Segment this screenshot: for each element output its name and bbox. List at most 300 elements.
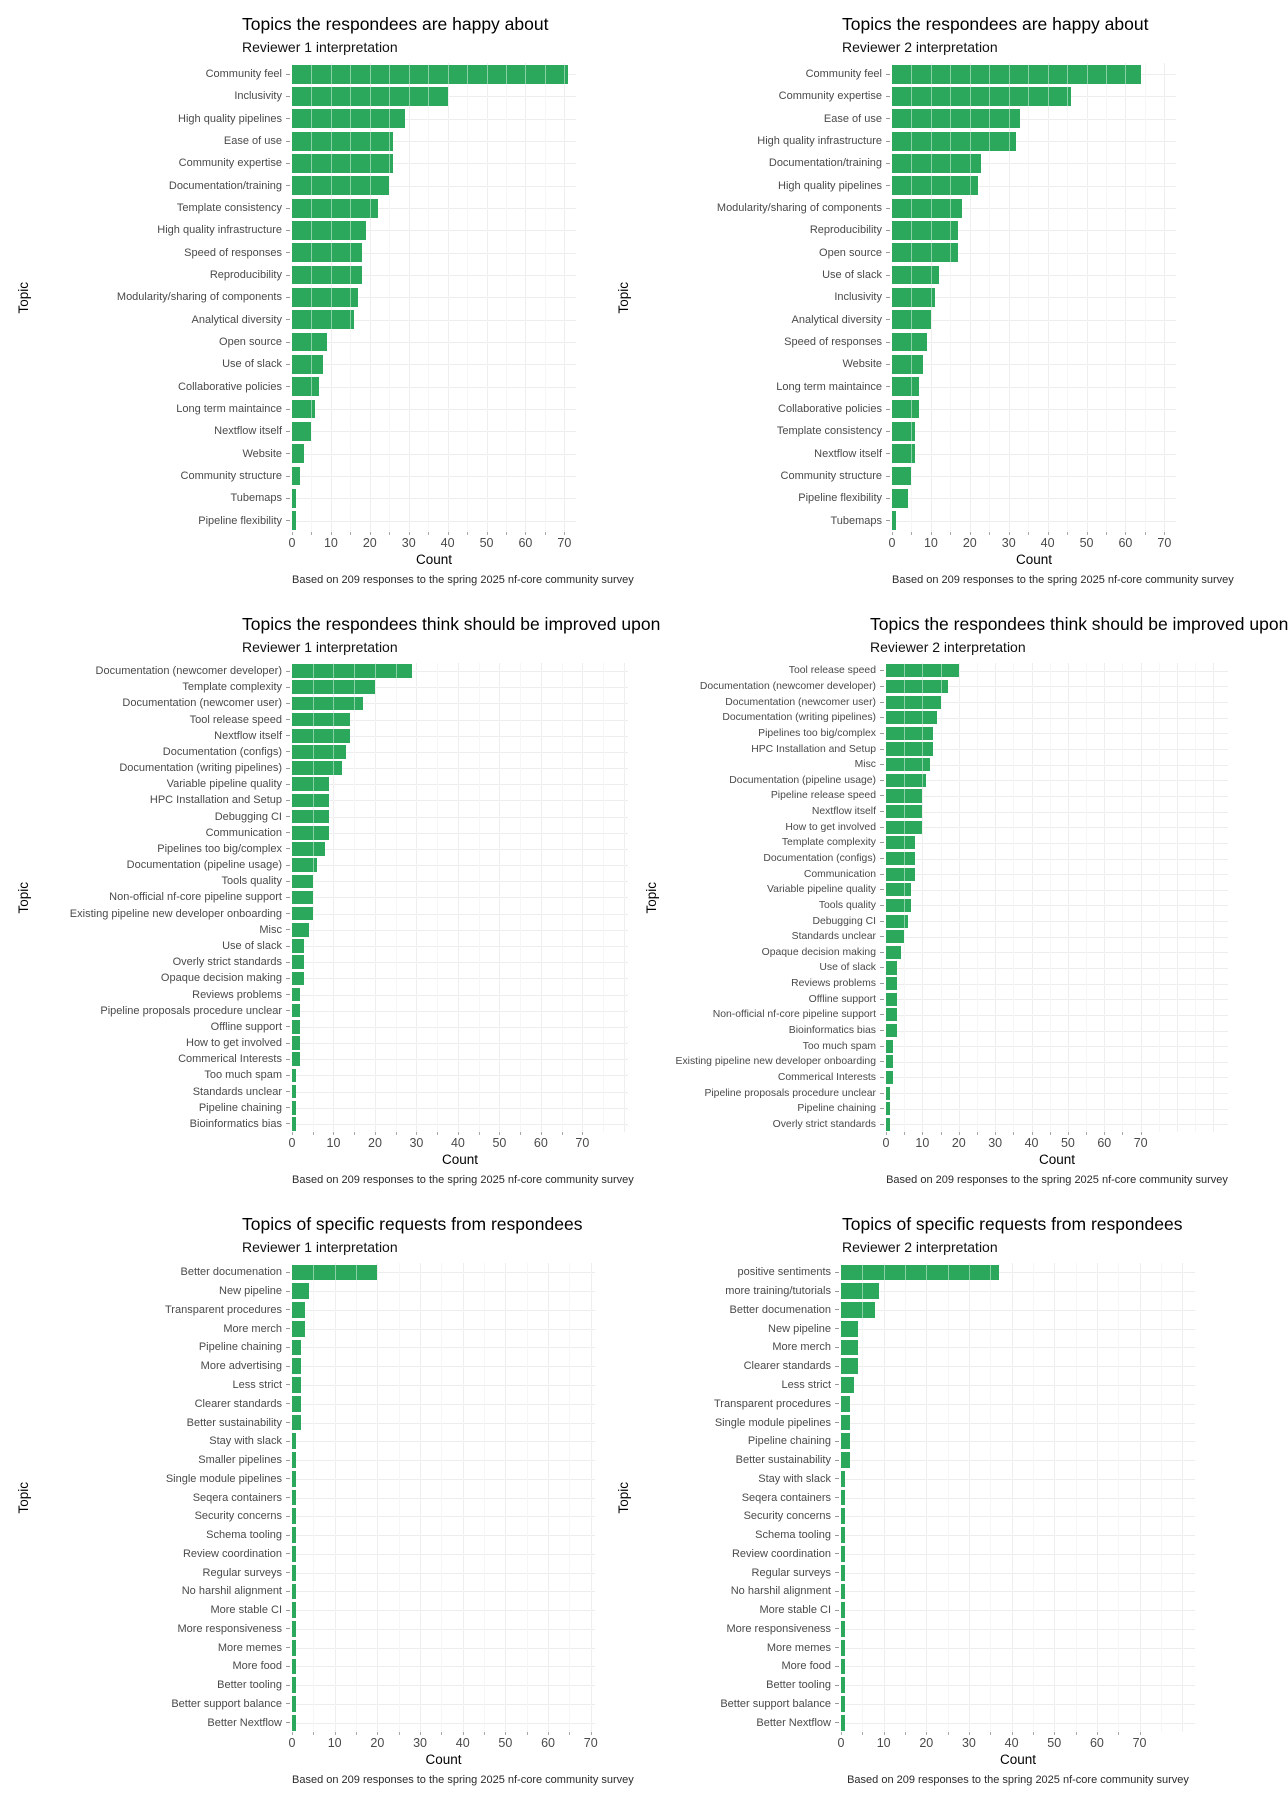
y-axis-label: Pipeline chaining: [747, 1435, 831, 1448]
y-axis-label: Template complexity: [182, 681, 282, 694]
chart-subtitle: Reviewer 2 interpretation: [842, 1239, 998, 1255]
bar-row: [292, 510, 576, 532]
bar: [292, 939, 304, 953]
x-tick: [1125, 532, 1126, 535]
y-axis-label: Non-official nf-core pipeline support: [712, 1009, 876, 1021]
y-axis-label-row: [36, 825, 290, 841]
x-tick: [926, 1732, 927, 1735]
y-tick: [286, 1291, 290, 1292]
gridline-overlay: [569, 1263, 570, 1732]
gridline-overlay: [396, 663, 397, 1132]
row-gridline: [892, 409, 1176, 410]
y-tick: [286, 1328, 290, 1329]
bar-row: [292, 986, 628, 1002]
chart-body: [610, 1263, 1195, 1792]
row-gridline: [292, 1573, 595, 1574]
row-gridline: [292, 784, 628, 785]
row-gridline: [841, 1591, 1195, 1592]
bar-row: [841, 1488, 1195, 1507]
x-tick: [292, 532, 293, 535]
x-axis-tick-label: 30: [401, 536, 416, 550]
y-tick: [286, 1422, 290, 1423]
y-axis-label-row: [636, 331, 890, 353]
y-tick: [886, 208, 890, 209]
bar: [292, 697, 363, 711]
chart-5: [0, 1200, 634, 1800]
row-gridline: [292, 431, 576, 432]
gridline-overlay: [1012, 1263, 1013, 1732]
row-gridline: [292, 409, 576, 410]
y-tick: [835, 1441, 839, 1442]
bar: [886, 899, 911, 912]
y-axis-label-row: [636, 487, 890, 509]
gridline-overlay: [428, 63, 429, 532]
bar: [892, 199, 962, 218]
bar-row: [292, 663, 628, 679]
y-axis-label: Too much spam: [802, 1040, 876, 1052]
y-tick: [886, 476, 890, 477]
bar-row: [892, 108, 1176, 130]
y-axis-label: Community feel: [805, 68, 882, 81]
x-axis-tick-label: 40: [1004, 1736, 1019, 1750]
bar-row: [841, 1338, 1195, 1357]
gridline-overlay: [370, 63, 371, 532]
row-gridline: [841, 1291, 1195, 1292]
y-axis-label: Variable pipeline quality: [166, 778, 282, 791]
row-gridline: [292, 1347, 595, 1348]
y-axis-label-row: [636, 1695, 839, 1714]
bar-row: [292, 85, 576, 107]
bar-row: [841, 1282, 1195, 1301]
y-axis-label: Use of slack: [222, 940, 282, 952]
y-axis-label-row: [36, 1676, 290, 1695]
row-gridline: [292, 930, 628, 931]
bar: [292, 923, 309, 937]
y-axis-label-row: [636, 1376, 839, 1395]
bar: [886, 1118, 890, 1131]
y-axis-label: Seqera containers: [192, 1491, 282, 1504]
bar: [886, 696, 941, 709]
y-axis-label-row: [36, 1019, 290, 1035]
x-axis-title: Count: [1038, 1152, 1076, 1167]
row-gridline: [292, 881, 628, 882]
gridline-overlay: [950, 63, 951, 532]
y-axis-label: Stay with slack: [758, 1472, 831, 1485]
x-axis: [288, 532, 576, 552]
gridline-overlay: [1141, 663, 1142, 1132]
chart-body: [10, 63, 634, 592]
y-tick: [286, 319, 290, 320]
y-axis-label-row: [636, 1319, 839, 1338]
y-axis-label: More responsiveness: [726, 1622, 831, 1635]
bar: [841, 1696, 845, 1712]
y-axis-label: Documentation (writing pipelines): [119, 762, 282, 775]
x-tick: [1012, 1732, 1013, 1735]
x-axis-tick-label: 50: [492, 1136, 507, 1150]
y-tick: [286, 800, 290, 801]
y-axis-label-row: [664, 1054, 884, 1070]
y-tick: [835, 1703, 839, 1704]
bar-row: [841, 1394, 1195, 1413]
y-tick: [880, 670, 884, 671]
y-axis-label-row: [36, 63, 290, 85]
gridline-overlay: [959, 663, 960, 1132]
y-axis-label-row: [636, 353, 890, 375]
x-tick: [1009, 532, 1010, 535]
y-axis-label: Clearer standards: [194, 1397, 282, 1410]
bar: [841, 1527, 845, 1543]
y-tick: [286, 520, 290, 521]
y-axis-label-row: [664, 819, 884, 835]
bar-row: [841, 1563, 1195, 1582]
y-tick: [286, 687, 290, 688]
bar-row: [292, 1263, 595, 1282]
y-axis-label-row: [664, 1101, 884, 1117]
y-axis-label: Bioinformatics bias: [189, 1117, 282, 1130]
chart-caption-text: Based on 209 responses to the spring 2025 nf-core community survey: [886, 1174, 1228, 1186]
y-tick: [286, 364, 290, 365]
bar-row: [292, 63, 576, 85]
y-axis-label: Schema tooling: [755, 1529, 831, 1542]
y-axis-label: Collaborative policies: [778, 403, 882, 416]
bar-row: [841, 1695, 1195, 1714]
y-axis-label: Tools quality: [818, 899, 876, 911]
gridline-overlay: [1033, 1263, 1034, 1732]
y-axis-label-row: [36, 906, 290, 922]
x-tick: [969, 1732, 970, 1735]
y-tick: [286, 816, 290, 817]
x-axis-tick-label: 10: [323, 536, 338, 550]
bar-row: [292, 1620, 595, 1639]
row-gridline: [292, 1591, 595, 1592]
bar: [292, 1471, 296, 1487]
bar: [292, 489, 296, 508]
x-tick: [884, 1732, 885, 1735]
bar-row: [292, 1394, 595, 1413]
gridline-overlay: [1076, 1263, 1077, 1732]
bar-row: [292, 792, 628, 808]
y-axis-label-row: [636, 264, 890, 286]
y-axis-label-row: [664, 1023, 884, 1039]
y-tick: [835, 1478, 839, 1479]
x-tick: [311, 532, 312, 535]
gridline-overlay: [1067, 63, 1068, 532]
y-tick: [286, 1075, 290, 1076]
x-tick: [375, 1132, 376, 1135]
bar-row: [292, 712, 628, 728]
chart-caption: [292, 1774, 634, 1792]
bar-rows: [841, 1263, 1195, 1732]
y-axis-label-row: [664, 788, 884, 804]
y-axis-label-row: [664, 913, 884, 929]
y-axis-label-row: [636, 309, 890, 331]
row-gridline: [292, 849, 628, 850]
y-axis-label-row: [36, 353, 290, 375]
gridline-overlay: [1118, 1263, 1119, 1732]
y-axis-label-row: [36, 873, 290, 889]
bar: [292, 467, 300, 486]
y-axis-label-row: [636, 1451, 839, 1470]
x-tick: [484, 1732, 485, 1735]
x-tick: [1068, 1132, 1069, 1135]
chart-1: [0, 0, 634, 600]
x-axis-tick-label: 20: [368, 1136, 382, 1150]
row-gridline: [841, 1704, 1195, 1705]
gridline-overlay: [989, 63, 990, 532]
y-axis-label: Opaque decision making: [160, 972, 282, 985]
gridline-overlay: [603, 663, 604, 1132]
bar-row: [841, 1526, 1195, 1545]
y-axis-label-row: [36, 1695, 290, 1714]
y-axis-label: More food: [232, 1660, 282, 1673]
gridline-overlay: [354, 663, 355, 1132]
x-tick: [370, 532, 371, 535]
x-axis-tick-label: 60: [541, 1736, 555, 1750]
y-axis-label: Community feel: [205, 68, 282, 81]
bar: [892, 176, 978, 195]
y-axis-label-row: [36, 1100, 290, 1116]
y-axis-label-row: [36, 1507, 290, 1526]
y-axis-label: Tools quality: [221, 875, 282, 888]
y-tick: [286, 1403, 290, 1404]
row-gridline: [292, 1124, 628, 1125]
gridline-overlay: [335, 1263, 336, 1732]
bar-row: [292, 760, 628, 776]
row-gridline: [841, 1460, 1195, 1461]
bar: [292, 355, 323, 374]
y-axis-label-row: [36, 1083, 290, 1099]
x-axis-title: Count: [415, 552, 453, 567]
row-gridline: [292, 1723, 595, 1724]
y-axis-label-row: [36, 679, 290, 695]
y-tick: [886, 431, 890, 432]
y-axis-label-row: [36, 809, 290, 825]
y-axis-label: Community structure: [780, 470, 882, 483]
gridline-overlay: [995, 663, 996, 1132]
bar-row: [292, 1319, 595, 1338]
x-tick: [1141, 1132, 1142, 1135]
y-axis-label-row: [636, 1657, 839, 1676]
bar: [886, 1024, 897, 1037]
x-tick: [911, 532, 912, 535]
bar: [841, 1302, 875, 1318]
y-axis-label: Modularity/sharing of components: [716, 202, 882, 215]
y-axis-label: Better support balance: [720, 1697, 831, 1710]
y-tick: [886, 163, 890, 164]
bar-row: [841, 1657, 1195, 1676]
y-axis-label-row: [36, 242, 290, 264]
y-axis-label-row: [636, 443, 890, 465]
row-gridline: [841, 1610, 1195, 1611]
chart-caption: [886, 1174, 1228, 1192]
row-gridline: [841, 1347, 1195, 1348]
bar: [841, 1640, 845, 1656]
y-tick: [286, 252, 290, 253]
y-axis-label-row: [36, 776, 290, 792]
bar-row: [292, 1067, 628, 1083]
y-tick: [286, 751, 290, 752]
y-axis-label: Template consistency: [176, 202, 282, 215]
bar: [292, 1340, 301, 1356]
bar: [292, 1621, 296, 1637]
row-gridline: [292, 833, 628, 834]
x-axis-tick-label: 20: [962, 536, 977, 550]
bar: [292, 777, 329, 791]
y-axis-label-row: [36, 938, 290, 954]
y-tick: [880, 749, 884, 750]
y-axis-label-row: [36, 487, 290, 509]
row-gridline: [841, 1685, 1195, 1686]
y-tick: [286, 1703, 290, 1704]
x-tick: [499, 1132, 500, 1135]
y-axis-title-text: Topic: [615, 1481, 631, 1514]
y-axis-title: [10, 63, 36, 532]
chart-subtitle: Reviewer 1 interpretation: [242, 1239, 398, 1255]
y-axis-label-row: [636, 1301, 839, 1320]
x-axis-tick-label: 60: [533, 1136, 548, 1150]
gridline-overlay: [505, 1263, 506, 1732]
y-tick: [286, 881, 290, 882]
bar-rows: [892, 63, 1176, 532]
y-axis-label: Better documenation: [729, 1303, 831, 1316]
y-tick: [880, 858, 884, 859]
y-axis-label-row: [636, 1620, 839, 1639]
y-axis-title-text: Topic: [615, 281, 631, 314]
bar: [841, 1677, 845, 1693]
y-axis-label: Existing pipeline new developer onboarding: [675, 1056, 876, 1068]
y-axis-label-row: [36, 286, 290, 308]
y-tick: [880, 952, 884, 953]
bar-row: [892, 85, 1176, 107]
chart-subtitle: Reviewer 1 interpretation: [242, 39, 398, 55]
bar: [292, 422, 311, 441]
y-tick: [286, 1272, 290, 1273]
y-tick: [880, 686, 884, 687]
row-gridline: [292, 768, 628, 769]
gridline-overlay: [562, 663, 563, 1132]
x-axis: [288, 1132, 628, 1152]
y-axis-label: How to get involved: [186, 1037, 282, 1050]
y-axis-title-text: Topic: [15, 881, 31, 914]
row-gridline: [892, 387, 1176, 388]
y-axis-label-row: [36, 1488, 290, 1507]
x-axis-tick-label: 60: [518, 536, 533, 550]
x-axis-tick-label: 40: [450, 1136, 465, 1150]
gridline-overlay: [1054, 1263, 1055, 1732]
bar-row: [292, 1413, 595, 1432]
bar-row: [292, 744, 628, 760]
row-gridline: [292, 1666, 595, 1667]
x-tick: [1140, 1732, 1141, 1735]
y-tick: [880, 1061, 884, 1062]
row-gridline: [292, 1516, 595, 1517]
gridline-overlay: [1122, 663, 1123, 1132]
row-gridline: [292, 1704, 595, 1705]
gridline-overlay: [389, 63, 390, 532]
y-axis-label-row: [36, 1432, 290, 1451]
y-axis-label-row: [664, 663, 884, 679]
bar: [886, 680, 948, 693]
y-axis-label: More food: [781, 1660, 831, 1673]
gridline-overlay: [313, 1263, 314, 1732]
y-axis-label-row: [664, 726, 884, 742]
y-axis-label-row: [36, 1451, 290, 1470]
plot-area: [610, 63, 1176, 532]
bar: [841, 1452, 850, 1468]
row-gridline: [841, 1498, 1195, 1499]
y-tick: [286, 1647, 290, 1648]
y-tick: [886, 520, 890, 521]
y-tick: [880, 1108, 884, 1109]
y-tick: [880, 889, 884, 890]
bar: [841, 1584, 845, 1600]
row-gridline: [841, 1516, 1195, 1517]
plot-panel: [886, 663, 1228, 1132]
x-axis-tick-label: 10: [876, 1736, 891, 1750]
bar-row: [892, 264, 1176, 286]
x-tick: [1118, 1732, 1119, 1735]
y-axis-title: [10, 663, 36, 1132]
bar: [886, 774, 926, 787]
chart-title: Topics the respondees think should be improved upon: [870, 614, 1288, 634]
bar-row: [292, 1019, 628, 1035]
y-axis-label: Speed of responses: [784, 336, 882, 349]
chart-caption-text: Based on 209 responses to the spring 2025 nf-core community survey: [292, 1774, 634, 1786]
x-tick: [333, 1132, 334, 1135]
y-tick: [286, 1478, 290, 1479]
gridline-overlay: [1125, 63, 1126, 532]
bar: [292, 1527, 296, 1543]
row-gridline: [292, 1441, 595, 1442]
y-axis-label: Pipeline proposals procedure unclear: [704, 1087, 876, 1099]
x-tick: [841, 1732, 842, 1735]
x-tick: [1032, 1132, 1033, 1135]
gridline-overlay: [479, 663, 480, 1132]
gridline-overlay: [977, 663, 978, 1132]
row-gridline: [892, 320, 1176, 321]
y-axis-label-row: [664, 991, 884, 1007]
bar: [292, 1490, 296, 1506]
gridline-overlay: [484, 1263, 485, 1732]
x-axis-tick-label: 70: [1133, 1136, 1148, 1150]
y-axis-label-row: [36, 376, 290, 398]
x-tick: [1013, 1132, 1014, 1135]
x-tick: [1104, 1132, 1105, 1135]
gridline-overlay: [350, 63, 351, 532]
bar: [292, 1584, 296, 1600]
y-axis-label-row: [636, 175, 890, 197]
bar-row: [841, 1676, 1195, 1695]
y-axis-label-row: [36, 1319, 290, 1338]
y-axis-label-row: [36, 219, 290, 241]
y-axis-label: Template consistency: [776, 425, 882, 438]
y-axis-label-row: [36, 1376, 290, 1395]
gridline-overlay: [564, 63, 565, 532]
gridline-overlay: [582, 663, 583, 1132]
row-gridline: [841, 1310, 1195, 1311]
bar-row: [892, 487, 1176, 509]
bar-row: [841, 1582, 1195, 1601]
y-axis-title: [610, 63, 636, 532]
y-axis-label-row: [36, 695, 290, 711]
y-tick: [835, 1291, 839, 1292]
bar: [892, 243, 958, 262]
x-tick: [1086, 1132, 1087, 1135]
bar-rows: [292, 1263, 595, 1732]
bar: [892, 377, 919, 396]
y-tick: [886, 141, 890, 142]
y-axis-label-row: [636, 398, 890, 420]
